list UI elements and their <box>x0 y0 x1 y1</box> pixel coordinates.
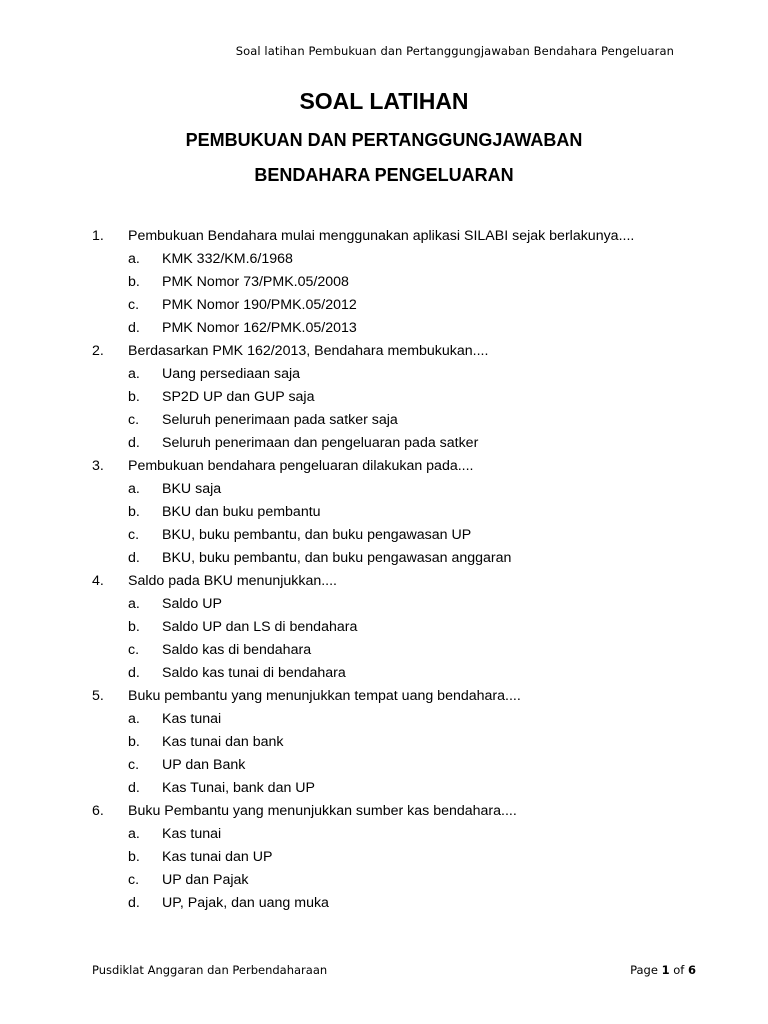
option-letter: a. <box>128 711 140 727</box>
option-row <box>0 363 768 386</box>
option-row <box>0 271 768 294</box>
title-block <box>0 86 768 186</box>
question-text: Saldo pada BKU menunjukkan.... <box>128 573 338 589</box>
question-item <box>0 685 768 800</box>
option-row <box>0 524 768 547</box>
option-text: PMK Nomor 162/PMK.05/2013 <box>162 320 357 336</box>
option-text: Kas tunai dan UP <box>162 849 273 865</box>
question-text: Pembukuan bendahara pengeluaran dilakukan pada.... <box>128 458 474 474</box>
option-letter: b. <box>128 504 140 520</box>
option-row <box>0 409 768 432</box>
question-number: 4. <box>92 573 104 589</box>
question-row <box>0 800 768 823</box>
option-letter: c. <box>128 872 140 888</box>
question-item <box>0 455 768 570</box>
option-row <box>0 616 768 639</box>
question-item <box>0 340 768 455</box>
running-header: Soal latihan Pembukuan dan Pertanggungjawaban Bendahara Pengeluaran <box>235 44 674 58</box>
option-text: PMK Nomor 73/PMK.05/2008 <box>162 274 349 290</box>
page-label: Page <box>630 963 658 977</box>
page-title: SOAL LATIHAN <box>299 88 469 114</box>
option-text: Saldo UP <box>162 596 222 612</box>
subtitle-line-2: BENDAHARA PENGELUARAN <box>254 165 514 185</box>
option-text: BKU dan buku pembantu <box>162 504 321 520</box>
option-row <box>0 639 768 662</box>
option-letter: d. <box>128 665 140 681</box>
question-row <box>0 570 768 593</box>
question-row <box>0 455 768 478</box>
option-row <box>0 754 768 777</box>
option-text: UP dan Pajak <box>162 872 249 888</box>
option-row <box>0 662 768 685</box>
option-letter: a. <box>128 366 140 382</box>
page-of: of <box>673 963 685 977</box>
option-row <box>0 386 768 409</box>
option-row <box>0 317 768 340</box>
option-text: UP, Pajak, dan uang muka <box>162 895 329 911</box>
option-letter: a. <box>128 596 140 612</box>
option-letter: a. <box>128 481 140 497</box>
option-text: Seluruh penerimaan dan pengeluaran pada satker <box>162 435 479 451</box>
footer-organization: Pusdiklat Anggaran dan Perbendaharaan <box>92 963 328 977</box>
question-number: 1. <box>92 228 104 244</box>
option-letter: b. <box>128 734 140 750</box>
option-row <box>0 731 768 754</box>
question-number: 5. <box>92 688 104 704</box>
option-row <box>0 708 768 731</box>
question-list <box>0 225 768 915</box>
option-row <box>0 823 768 846</box>
option-text: Kas tunai dan bank <box>162 734 284 750</box>
option-row <box>0 892 768 915</box>
question-text: Pembukuan Bendahara mulai menggunakan aplikasi SILABI sejak berlakunya.... <box>128 228 635 244</box>
option-text: Kas tunai <box>162 711 222 727</box>
option-letter: c. <box>128 412 140 428</box>
page-current: 1 <box>661 963 670 977</box>
question-text: Buku pembantu yang menunjukkan tempat uang bendahara.... <box>128 688 521 704</box>
option-text: Saldo kas tunai di bendahara <box>162 665 346 681</box>
option-letter: d. <box>128 320 140 336</box>
option-row <box>0 248 768 271</box>
option-text: Saldo kas di bendahara <box>162 642 312 658</box>
question-item <box>0 570 768 685</box>
option-row <box>0 777 768 800</box>
question-row <box>0 340 768 363</box>
option-row <box>0 869 768 892</box>
page-number <box>630 963 696 977</box>
option-letter: b. <box>128 389 140 405</box>
option-row <box>0 547 768 570</box>
option-letter: c. <box>128 642 140 658</box>
option-letter: d. <box>128 895 140 911</box>
option-text: BKU saja <box>162 481 222 497</box>
question-number: 2. <box>92 343 104 359</box>
option-text: Kas tunai <box>162 826 222 842</box>
option-row <box>0 432 768 455</box>
question-text: Berdasarkan PMK 162/2013, Bendahara membukukan.... <box>128 343 489 359</box>
option-text: Seluruh penerimaan pada satker saja <box>162 412 398 428</box>
option-row <box>0 593 768 616</box>
option-text: SP2D UP dan GUP saja <box>162 389 315 405</box>
subtitle-line-1: PEMBUKUAN DAN PERTANGGUNGJAWABAN <box>185 130 583 150</box>
option-text: BKU, buku pembantu, dan buku pengawasan anggaran <box>162 550 512 566</box>
option-text: Kas Tunai, bank dan UP <box>162 780 316 796</box>
option-letter: b. <box>128 849 140 865</box>
question-text: Buku Pembantu yang menunjukkan sumber kas bendahara.... <box>128 803 517 819</box>
question-row <box>0 685 768 708</box>
option-letter: d. <box>128 435 140 451</box>
option-letter: d. <box>128 780 140 796</box>
option-text: PMK Nomor 190/PMK.05/2012 <box>162 297 357 313</box>
option-letter: b. <box>128 619 140 635</box>
option-letter: c. <box>128 527 140 543</box>
option-row <box>0 501 768 524</box>
question-row <box>0 225 768 248</box>
option-letter: b. <box>128 274 140 290</box>
question-item <box>0 225 768 340</box>
question-number: 6. <box>92 803 104 819</box>
option-text: Uang persediaan saja <box>162 366 301 382</box>
option-letter: c. <box>128 757 140 773</box>
question-number: 3. <box>92 458 104 474</box>
option-text: KMK 332/KM.6/1968 <box>162 251 293 267</box>
option-letter: d. <box>128 550 140 566</box>
question-item <box>0 800 768 915</box>
page-total: 6 <box>687 963 696 977</box>
option-text: Saldo UP dan LS di bendahara <box>162 619 358 635</box>
option-text: BKU, buku pembantu, dan buku pengawasan UP <box>162 527 472 543</box>
option-letter: a. <box>128 826 140 842</box>
option-row <box>0 846 768 869</box>
option-letter: c. <box>128 297 140 313</box>
option-row <box>0 294 768 317</box>
option-row <box>0 478 768 501</box>
option-letter: a. <box>128 251 140 267</box>
option-text: UP dan Bank <box>162 757 246 773</box>
